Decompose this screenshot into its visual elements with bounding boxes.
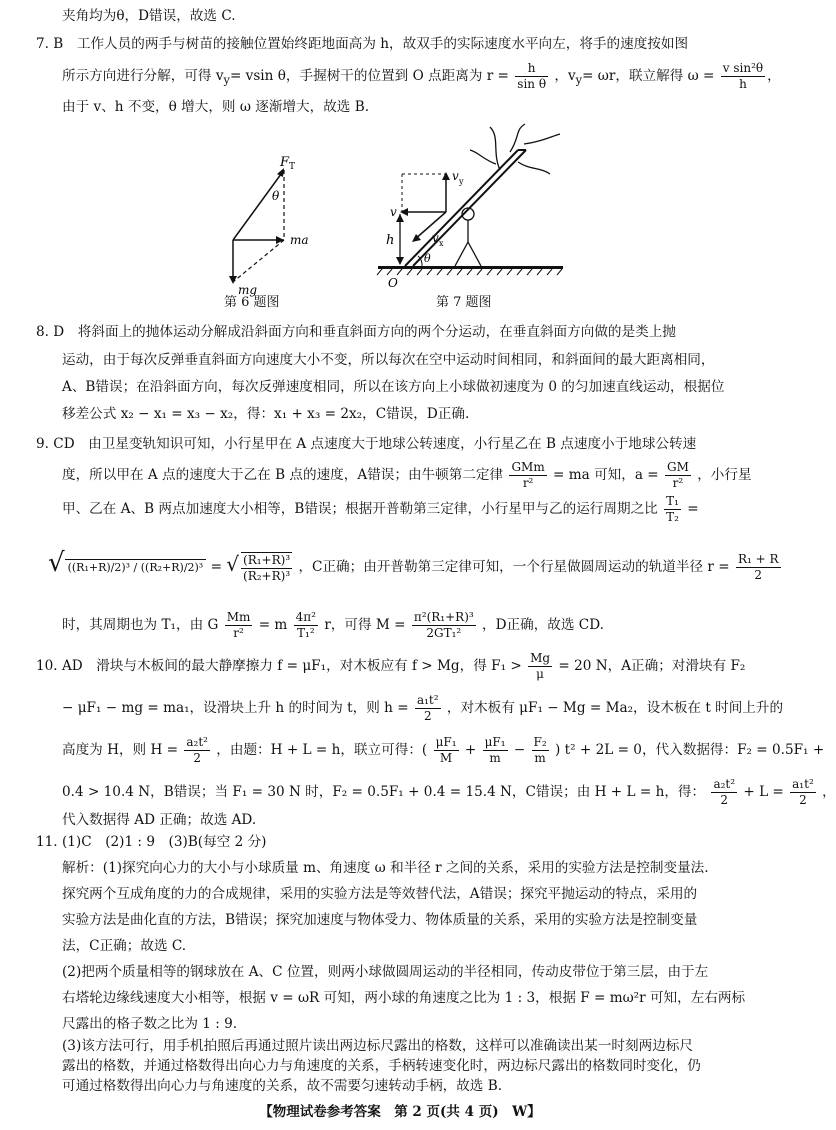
answer-7-line-1: 7. B 工作人员的两手与树苗的接触位置始终距地面高为 h，故双手的实际速度水平向左，将手的速度按如图 bbox=[36, 36, 689, 52]
ma-label: ma bbox=[290, 233, 309, 247]
answer-7-line-2: 所示方向进行分解，可得 $v_y= vsin$ θ，手握树干的位置到 O 点距离为 r = $\frac{h}{\text{sin θ}}$ ，$v_y= \omega r$，联立解得 ω = $\frac{\text{v sin²θ}}{h}$ ， bbox=[62, 61, 781, 91]
theta7-label: θ bbox=[424, 252, 431, 265]
mg-label: mg bbox=[238, 283, 258, 297]
answer-11-header: 11. (1)C (2)1 : 9 (3)B(每空 2 分) bbox=[36, 834, 267, 850]
answer-10-line-2: − μF₁ − mg = ma₁，设滑块上升 h 的时间为 t，则 h = $\frac{\text{a₁t²}}{2}$ ，对木板有 μF₁ − Mg = Ma₂，设木板在 t 时间上升的 bbox=[62, 693, 784, 723]
vy-label: v bbox=[452, 169, 459, 183]
figure-6-diagram bbox=[229, 155, 309, 297]
theta-label: θ bbox=[272, 189, 280, 203]
answer-9-line-2: 度，所以甲在 A 点的速度大于乙在 B 点的速度，A错误；由牛顿第二定律 $\frac{\text{GMm}}{\text{r²}}$ = ma 可知，a = $\frac{GM}{\text{r²}}$ ，小行星 bbox=[62, 460, 752, 490]
answer-11-line-7: 尺露出的格子数之比为 1 : 9. bbox=[62, 1016, 238, 1032]
answer-8-line-3: A、B错误；在沿斜面方向，每次反弹速度相同，所以在该方向上小球做初速度为 0 的匀加速直线运动，根据位 bbox=[62, 379, 725, 395]
answer-11-line-2: 探究两个互成角度的力的合成规律，采用的实验方法是等效替代法，A错误；探究平抛运动的特点，采用的 bbox=[62, 886, 698, 902]
answer-11-line-8: (3)该方法可行，用手机拍照后再通过照片读出两边标尺露出的格数，这样可以准确读出某一时刻两边标尺 bbox=[62, 1038, 693, 1054]
answer-10-line-3: 高度为 H，则 H = $\frac{\text{a₂t²}}{2}$ ，由题：H + L = h，联立可得：( $\frac{\text{μF₁}}{M}$ + $\frac{\text{μF₁}}{m}$ − $\frac{\text{F₂}}{m}$ ) t² + 2L = 0，代入数据得：F₂ = 0.5F₁ + bbox=[62, 735, 825, 765]
figures bbox=[200, 122, 600, 302]
answer-11-line-4: 法，C正确；故选 C. bbox=[62, 938, 187, 954]
answer-9-line-3: 甲、乙在 A、B 两点加速度大小相等，B错误；根据开普勒第三定律，小行星甲与乙的运行周期之比 $\frac{\text{T₁}}{\text{T₂}}$ = bbox=[62, 494, 699, 524]
answer-8-line-4: 移差公式 x₂ − x₁ = x₃ − x₂，得：x₁ + x₃ = 2x₂，C错误，D正确. bbox=[62, 406, 470, 422]
answer-11-line-3: 实验方法是曲化直的方法，B错误；探究加速度与物体受力、物体质量的关系，采用的实验方法是控制变量 bbox=[62, 912, 698, 928]
vx-label: v bbox=[432, 231, 439, 245]
answer-9-line-5: 时，其周期也为 T₁，由 G $\frac{Mm}{\text{r²}}$ = m $\frac{\text{4π²}}{\text{T₁²}}$ r，可得 M = $\frac{\text{π²(R₁+R)³}}{\text{2GT₁²}}$ ，D正确，故选 CD. bbox=[62, 610, 604, 640]
v-label: v bbox=[390, 205, 397, 219]
answer-11-line-5: (2)把两个质量相等的钢球放在 A、C 位置，则两小球做圆周运动的半径相同，传动皮带位于第三层，由于左 bbox=[62, 964, 709, 980]
answer-9-line-1: 9. CD 由卫星变轨知识可知，小行星甲在 A 点速度大于地球公转速度，小行星乙在 B 点速度小于地球公转速 bbox=[36, 436, 697, 452]
answer-10-line-5: 代入数据得 AD 正确；故选 AD. bbox=[62, 812, 257, 828]
answer-8-line-1: 8. D 将斜面上的抛体运动分解成沿斜面方向和垂直斜面方向的两个分运动，在垂直斜面方向做的是类上抛 bbox=[36, 324, 676, 340]
answer-11-line-1: 解析：(1)探究向心力的大小与小球质量 m、角速度 ω 和半径 r 之间的关系，采用的实验方法是控制变量法. bbox=[62, 860, 709, 876]
answer-10-line-4: 0.4 > 10.4 N，B错误；当 F₁ = 30 N 时，F₂ = 0.5F₁ + 0.4 = 15.4 N，C错误；由 H + L = h，得： $\frac{\text{a₂t²}}{2}$ + L = $\frac{\text{a₁t²}}{2}$ ， bbox=[62, 777, 836, 807]
h-label: h bbox=[386, 233, 395, 248]
ft-label: F bbox=[280, 155, 290, 170]
vy-subscript: y bbox=[459, 177, 464, 186]
figure-7-diagram bbox=[377, 124, 563, 290]
answer-11-line-6: 右塔轮边缘线速度大小相等，根据 v = ωR 可知，两小球的角速度之比为 1 : 3，根据 F = mω²r 可知，左右两标 bbox=[62, 990, 746, 1006]
figure-6-caption: 第 6 题图 bbox=[224, 295, 280, 310]
ft-subscript: T bbox=[289, 162, 296, 172]
sqrt-ratio: ((R₁+R)/2)³ / ((R₂+R)/2)³ bbox=[65, 559, 207, 576]
vx-subscript: x bbox=[439, 239, 444, 248]
answer-11-line-9: 露出的格数，并通过格数得出向心力与角速度的关系，手柄转速变化时，两边标尺露出的格数同时变化，仍 bbox=[62, 1058, 701, 1074]
answer-10-line-1: 10. AD 滑块与木板间的最大静摩擦力 f = μF₁，对木板应有 f > Mg，得 F₁ > $\frac{Mg}{\mu}$ = 20 N，A正确；对滑块有 F₂ bbox=[36, 651, 746, 681]
answer-11-line-10: 可通过格数得出向心力与角速度的关系，故不需要匀速转动手柄，故选 B. bbox=[62, 1078, 503, 1094]
page-footer: 【物理试卷参考答案 第 2 页(共 4 页) W】 bbox=[259, 1104, 541, 1120]
figure-7-caption: 第 7 题图 bbox=[436, 295, 492, 310]
answer-7-line-3: 由于 v、h 不变，θ 增大，则 ω 逐渐增大，故选 B. bbox=[62, 99, 370, 115]
o-label: O bbox=[388, 276, 398, 290]
answer-8-line-2: 运动，由于每次反弹垂直斜面方向速度大小不变，所以每次在空中运动时间相同，和斜面间的最大距离相同， bbox=[62, 352, 715, 368]
answer-9-line-4: √ ((R₁+R)/2)³ / ((R₂+R)/2)³ = √ $\frac{\text{(R₁+R)³}}{\text{(R₂+R)³}}$ ，C正确；由开普勒第三定律可知，一个行星做圆周运动的轨道半径 r = $\frac{\text{R₁ + R}}{2}$ bbox=[48, 548, 779, 583]
text-line: 夹角均为θ，D错误，故选 C. bbox=[62, 8, 236, 24]
